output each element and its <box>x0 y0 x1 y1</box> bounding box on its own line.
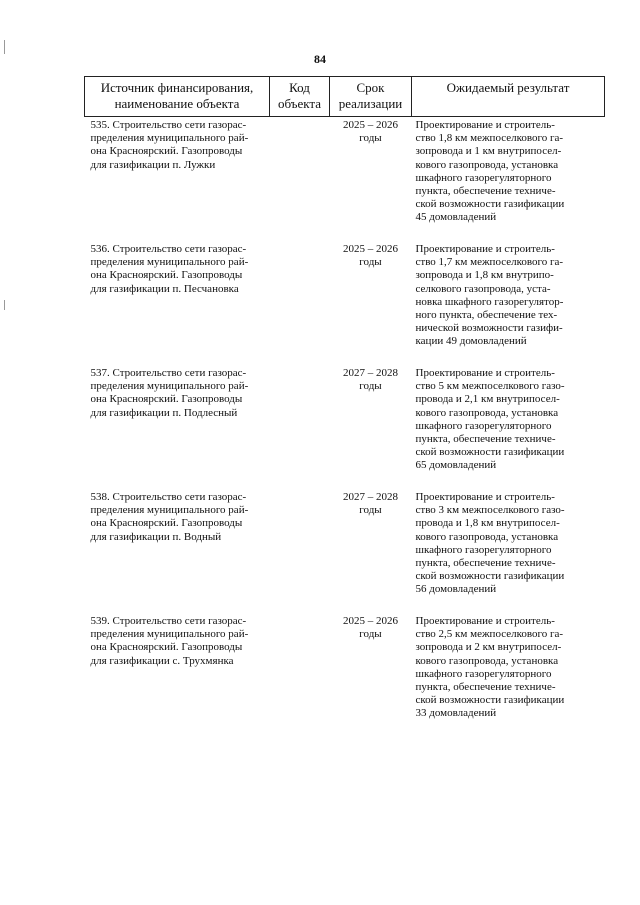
expected-result: Проектирование и строитель- ство 5 км межпоселкового газо- провода и 2,1 км внутрипосел- кового газопровода, установка шкафного газорегуляторного пункта, обеспечение техниче- ской возможности газификации 65 домовладений <box>415 367 565 472</box>
object-code <box>270 491 330 615</box>
page-number: 84 <box>314 52 326 66</box>
header-result: Ожидаемый результат <box>412 77 605 117</box>
object-code <box>270 243 330 367</box>
implementation-term: 2025 – 2026 годы <box>343 243 398 269</box>
header-term: Срок реализации <box>330 77 412 117</box>
object-name: 538. Строительство сети газорас- пределения муниципального рай- она Красноярский. Газопроводы для газификации п. Водный <box>90 491 249 543</box>
implementation-term: 2027 – 2028 годы <box>343 367 398 393</box>
header-code: Код объекта <box>270 77 330 117</box>
implementation-term: 2025 – 2026 годы <box>343 119 398 145</box>
table-row <box>85 117 605 244</box>
expected-result: Проектирование и строитель- ство 3 км межпоселкового газо- провода и 1,8 км внутрипосел- кового газопровода, установка шкафного газорегуляторного пункта, обеспечение техниче- ской возможности газификации 56 домовладений <box>415 491 565 596</box>
table-row <box>85 615 605 739</box>
object-name: 535. Строительство сети газорас- пределения муниципального рай- она Красноярский. Газопроводы для газификации п. Лужки <box>90 119 249 171</box>
object-code <box>270 367 330 491</box>
expected-result: Проектирование и строитель- ство 1,8 км межпоселкового га- зопровода и 1 км внутрипосел- кового газопровода, установка шкафного газорегуляторного пункта, обеспечение техниче- ской возможности газификации 45 домовладений <box>415 119 565 224</box>
table-row <box>85 367 605 491</box>
header-source: Источник финансирования, наименование объекта <box>85 77 270 117</box>
implementation-term: 2025 – 2026 годы <box>343 615 398 641</box>
table-row <box>85 243 605 367</box>
financing-table <box>84 76 605 739</box>
table-row <box>85 491 605 615</box>
object-name: 537. Строительство сети газорас- пределения муниципального рай- она Красноярский. Газопроводы для газификации п. Подлесный <box>90 367 249 419</box>
expected-result: Проектирование и строитель- ство 1,7 км межпоселкового га- зопровода и 1,8 км внутрипо- селкового газопровода, уста- новка шкафного газорегулятор- ного пункта, обеспечение тех- нической возможности газифи- кации 49 домовладений <box>415 243 564 348</box>
object-name: 539. Строительство сети газорас- пределения муниципального рай- она Красноярский. Газопроводы для газификации с. Трухмянка <box>90 615 249 667</box>
object-code <box>270 615 330 739</box>
expected-result: Проектирование и строитель- ство 2,5 км межпоселкового га- зопровода и 2 км внутрипосел- кового газопровода, установка шкафного газорегуляторного пункта, обеспечение техниче- ской возможности газификации 33 домовладений <box>415 615 565 720</box>
object-name: 536. Строительство сети газорас- пределения муниципального рай- она Красноярский. Газопроводы для газификации п. Песчановка <box>90 243 249 295</box>
object-code <box>270 117 330 244</box>
implementation-term: 2027 – 2028 годы <box>343 491 398 517</box>
scan-margin-mark <box>4 300 5 310</box>
table-header-row <box>85 77 605 117</box>
